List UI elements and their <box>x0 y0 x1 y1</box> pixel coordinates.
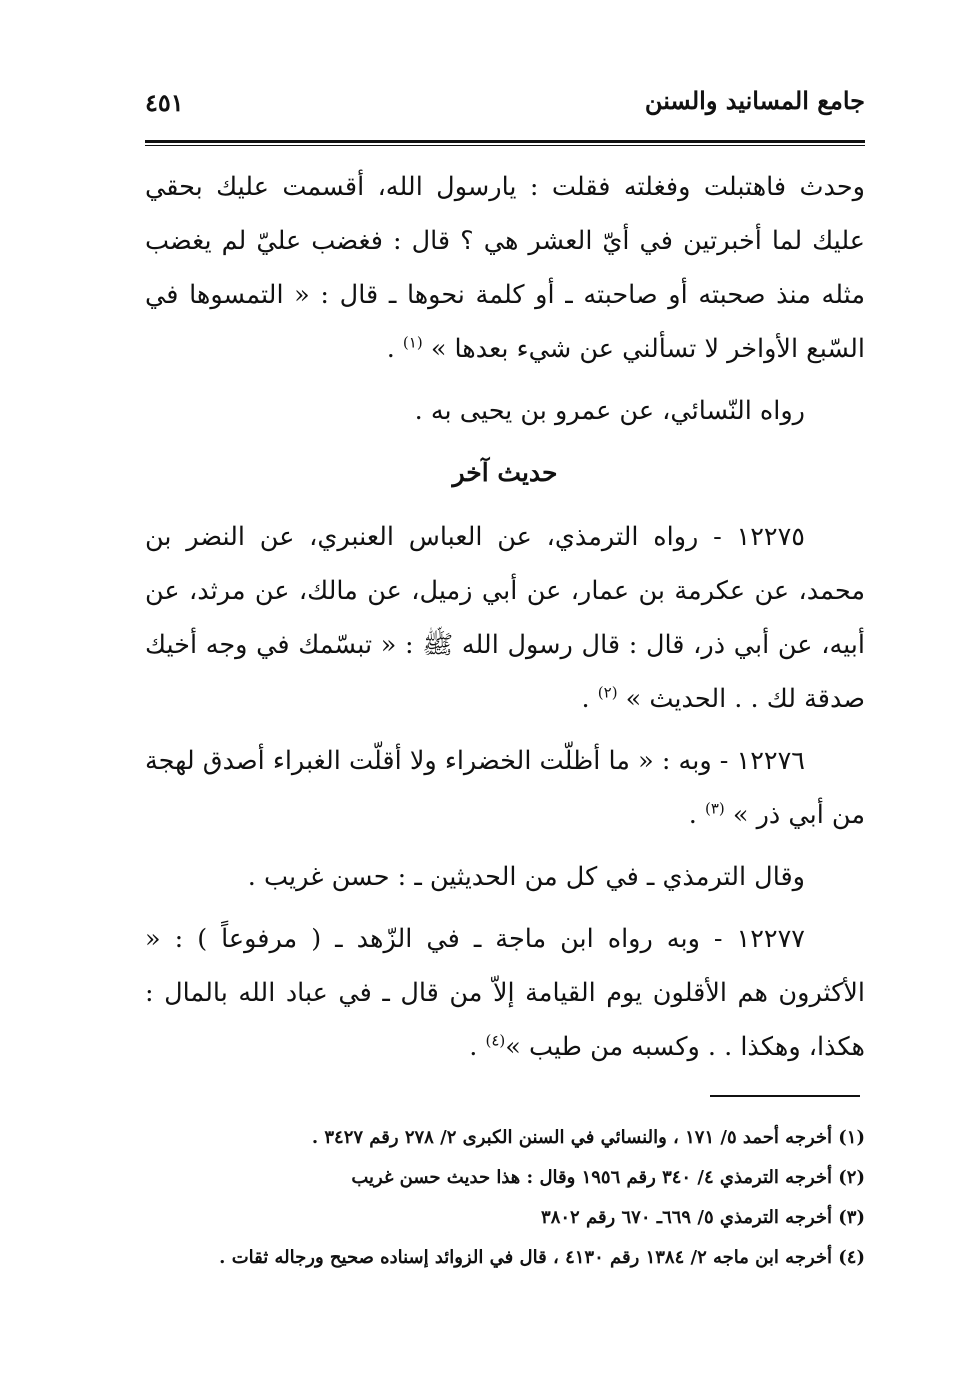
footnote-ref-3: (٣) <box>705 799 725 818</box>
header-rule <box>145 140 865 146</box>
main-text <box>145 160 865 1082</box>
footnote-2: (٢) أخرجه الترمذي ٤/ ٣٤٠ رقم ١٩٥٦ وقال : هذا حديث حسن غريب <box>351 1167 865 1188</box>
page-header <box>145 86 865 134</box>
paragraph-2: رواه النّسائي، عن عمرو بن يحيى به . <box>414 396 805 426</box>
footnote-1: (١) أخرجه أحمد ٥/ ١٧١ ، والنسائي في السنن الكبرى ٢/ ٢٧٨ رقم ٣٤٢٧ . <box>311 1127 865 1148</box>
page-number: ٤٥١ <box>145 88 184 117</box>
footnote-ref-2: (٢) <box>597 683 618 702</box>
running-title: جامع المسانيد والسنن <box>644 86 865 115</box>
footnote-ref-4: (٤) <box>485 1031 506 1050</box>
footnote-3: (٣) أخرجه الترمذي ٥/ ٦٦٩ـ ٦٧٠ رقم ٣٨٠٢ <box>541 1207 865 1228</box>
section-heading: حديث آخر <box>452 458 558 487</box>
hadith-12275: ١٢٢٧٥ - رواه الترمذي، عن العباس العنبري، عن النضر بن محمد، عن عكرمة بن عمار، عن أبي زميل، عن مالك، عن مرثد، عن أبيه، عن أبي ذر، قال : قال رسول الله ﷺ : « تبسّمك في وجه أخيك صدقة لك . . الحديث » $^{(٢)}$ . <box>145 522 865 714</box>
footnote-ref-1: (١) <box>402 333 423 352</box>
footnotes <box>145 1118 865 1278</box>
hadith-12277: ١٢٢٧٧ - وبه رواه ابن ماجة ـ في الزّهد ـ ( مرفوعاً ) : « الأكثرون هم الأقلون يوم القيامة إلاّ من قال ـ في عباد الله بالمال : هكذا، وهكذا . . وكسبه من طيب »$^{(٤)}$ . <box>145 924 865 1062</box>
hadith-12276: ١٢٢٧٦ - وبه : « ما أظلّت الخضراء ولا أقلّت الغبراء أصدق لهجة من أبي ذر » $^{(٣)}$ . <box>145 746 865 830</box>
paragraph-tirmidhi: وقال الترمذي ـ في كل من الحديثين ـ : حسن غريب . <box>247 862 805 892</box>
paragraph-1: وحدث فاهتبلت وفغلته فقلت : يارسول الله، أقسمت عليك بحقي عليك لما أخبرتين في أيّ العشر هي ؟ قال : فغضب عليّ لم يغضب مثله منذ صحبته أو صاحبته ـ أو كلمة نحوها ـ قال : « التمسوها في السّبع الأواخر لا تسألني عن شيء بعدها » $^{(١)}$ . <box>145 172 865 364</box>
footnote-separator <box>710 1095 860 1097</box>
footnote-4: (٤) أخرجه ابن ماجه ٢/ ١٣٨٤ رقم ٤١٣٠ ، قال في الزوائد إسناده صحيح ورجاله ثقات . <box>219 1247 865 1268</box>
